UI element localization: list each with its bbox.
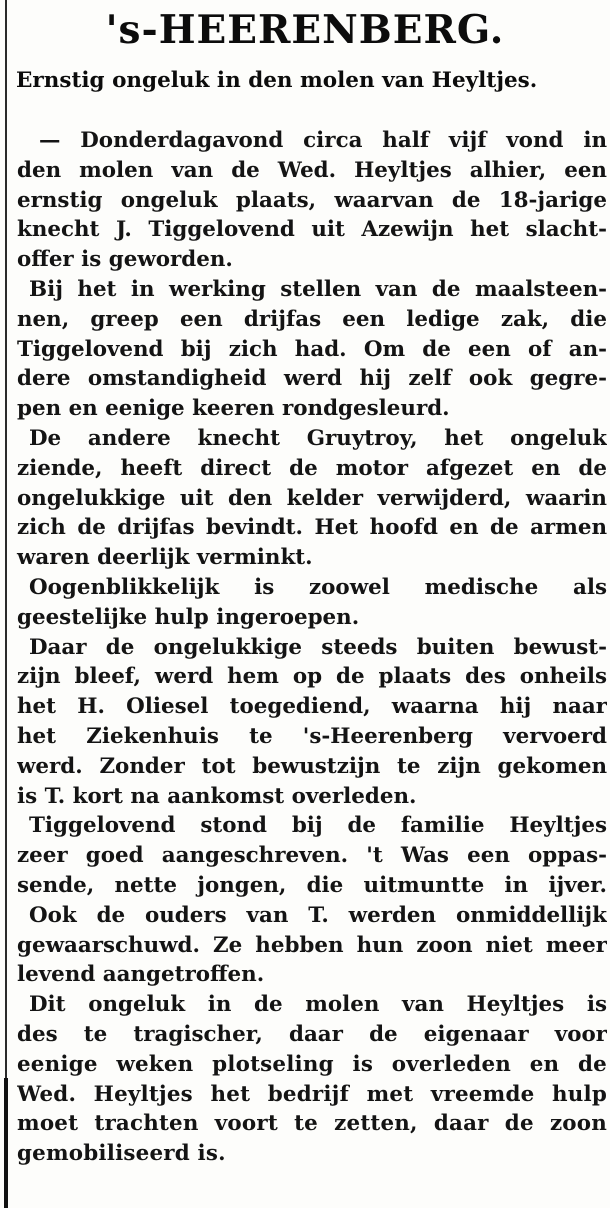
article-line: levend aangetroffen.: [17, 962, 265, 988]
article-line: den molen van de Wed. Heyltjes alhier, een: [17, 157, 607, 183]
article-line: De andere knecht Gruytroy, het ongeluk: [29, 425, 607, 451]
article-line: ernstig ongeluk plaats, waarvan de 18-jarige: [17, 187, 607, 213]
article-line: knecht J. Tiggelovend uit Azewijn het slacht-: [17, 217, 607, 243]
article-line: het H. Oliesel toegediend, waarna hij naar: [17, 694, 607, 720]
article-line: Bij het in werking stellen van de maalsteen-: [29, 276, 607, 302]
column-rule-bold: [4, 1078, 8, 1208]
article-line: Dit ongeluk in de molen van Heyltjes is: [29, 992, 607, 1018]
article-line: gemobiliseerd is.: [17, 1141, 226, 1167]
article-line: — Donderdagavond circa half vijf vond in: [39, 128, 607, 153]
article-line: zeer goed aangeschreven. 't Was een oppas-: [17, 843, 607, 869]
article-line: zijn bleef, werd hem op de plaats des onheils: [17, 664, 607, 690]
headline: 's-HEERENBERG.: [105, 7, 505, 53]
article-line: moet trachten voort te zetten, daar de zoon: [17, 1111, 607, 1137]
article-line: des te tragischer, daar de eigenaar voor: [17, 1021, 607, 1047]
article-line: nen, greep een drijfas een ledige zak, die: [17, 306, 607, 332]
column-rule: [5, 0, 7, 1208]
article-line: Wed. Heyltjes het bedrijf met vreemde hulp: [17, 1081, 607, 1107]
article-line: eenige weken plotseling is overleden en de: [17, 1051, 607, 1077]
article-line: Tiggelovend stond bij de familie Heyltjes: [29, 813, 607, 839]
article-line: Ook de ouders van T. werden onmiddellijk: [29, 902, 607, 928]
article-line: is T. kort na aankomst overleden.: [17, 783, 417, 809]
article-line: offer is geworden.: [17, 247, 233, 273]
subheadline: Ernstig ongeluk in den molen van Heyltjes.: [16, 68, 538, 93]
article-line: het Ziekenhuis te 's-Heerenberg vervoerd: [17, 723, 607, 749]
article-line: gewaarschuwd. Ze hebben hun zoon niet meer: [17, 932, 607, 958]
article-line: pen en eenige keeren rondgesleurd.: [17, 396, 450, 422]
article-line: sende, nette jongen, die uitmuntte in ijver.: [17, 872, 607, 898]
article-line: Daar de ongelukkige steeds buiten bewust-: [29, 634, 607, 660]
article-line: zich de drijfas bevindt. Het hoofd en de armen: [17, 515, 607, 541]
article-line: dere omstandigheid werd hij zelf ook gegre-: [17, 366, 607, 392]
article-line: Oogenblikkelijk is zoowel medische als: [29, 574, 607, 600]
article-line: geestelijke hulp ingeroepen.: [17, 604, 360, 630]
article-line: ongelukkige uit den kelder verwijderd, waarin: [17, 485, 607, 511]
article-line: werd. Zonder tot bewustzijn te zijn gekomen: [17, 753, 607, 779]
article-line: waren deerlijk verminkt.: [17, 545, 313, 571]
article-line: Tiggelovend bij zich had. Om de een of an-: [17, 336, 607, 362]
article-line: ziende, heeft direct de motor afgezet en de: [17, 455, 607, 481]
article-body: [17, 126, 607, 1169]
